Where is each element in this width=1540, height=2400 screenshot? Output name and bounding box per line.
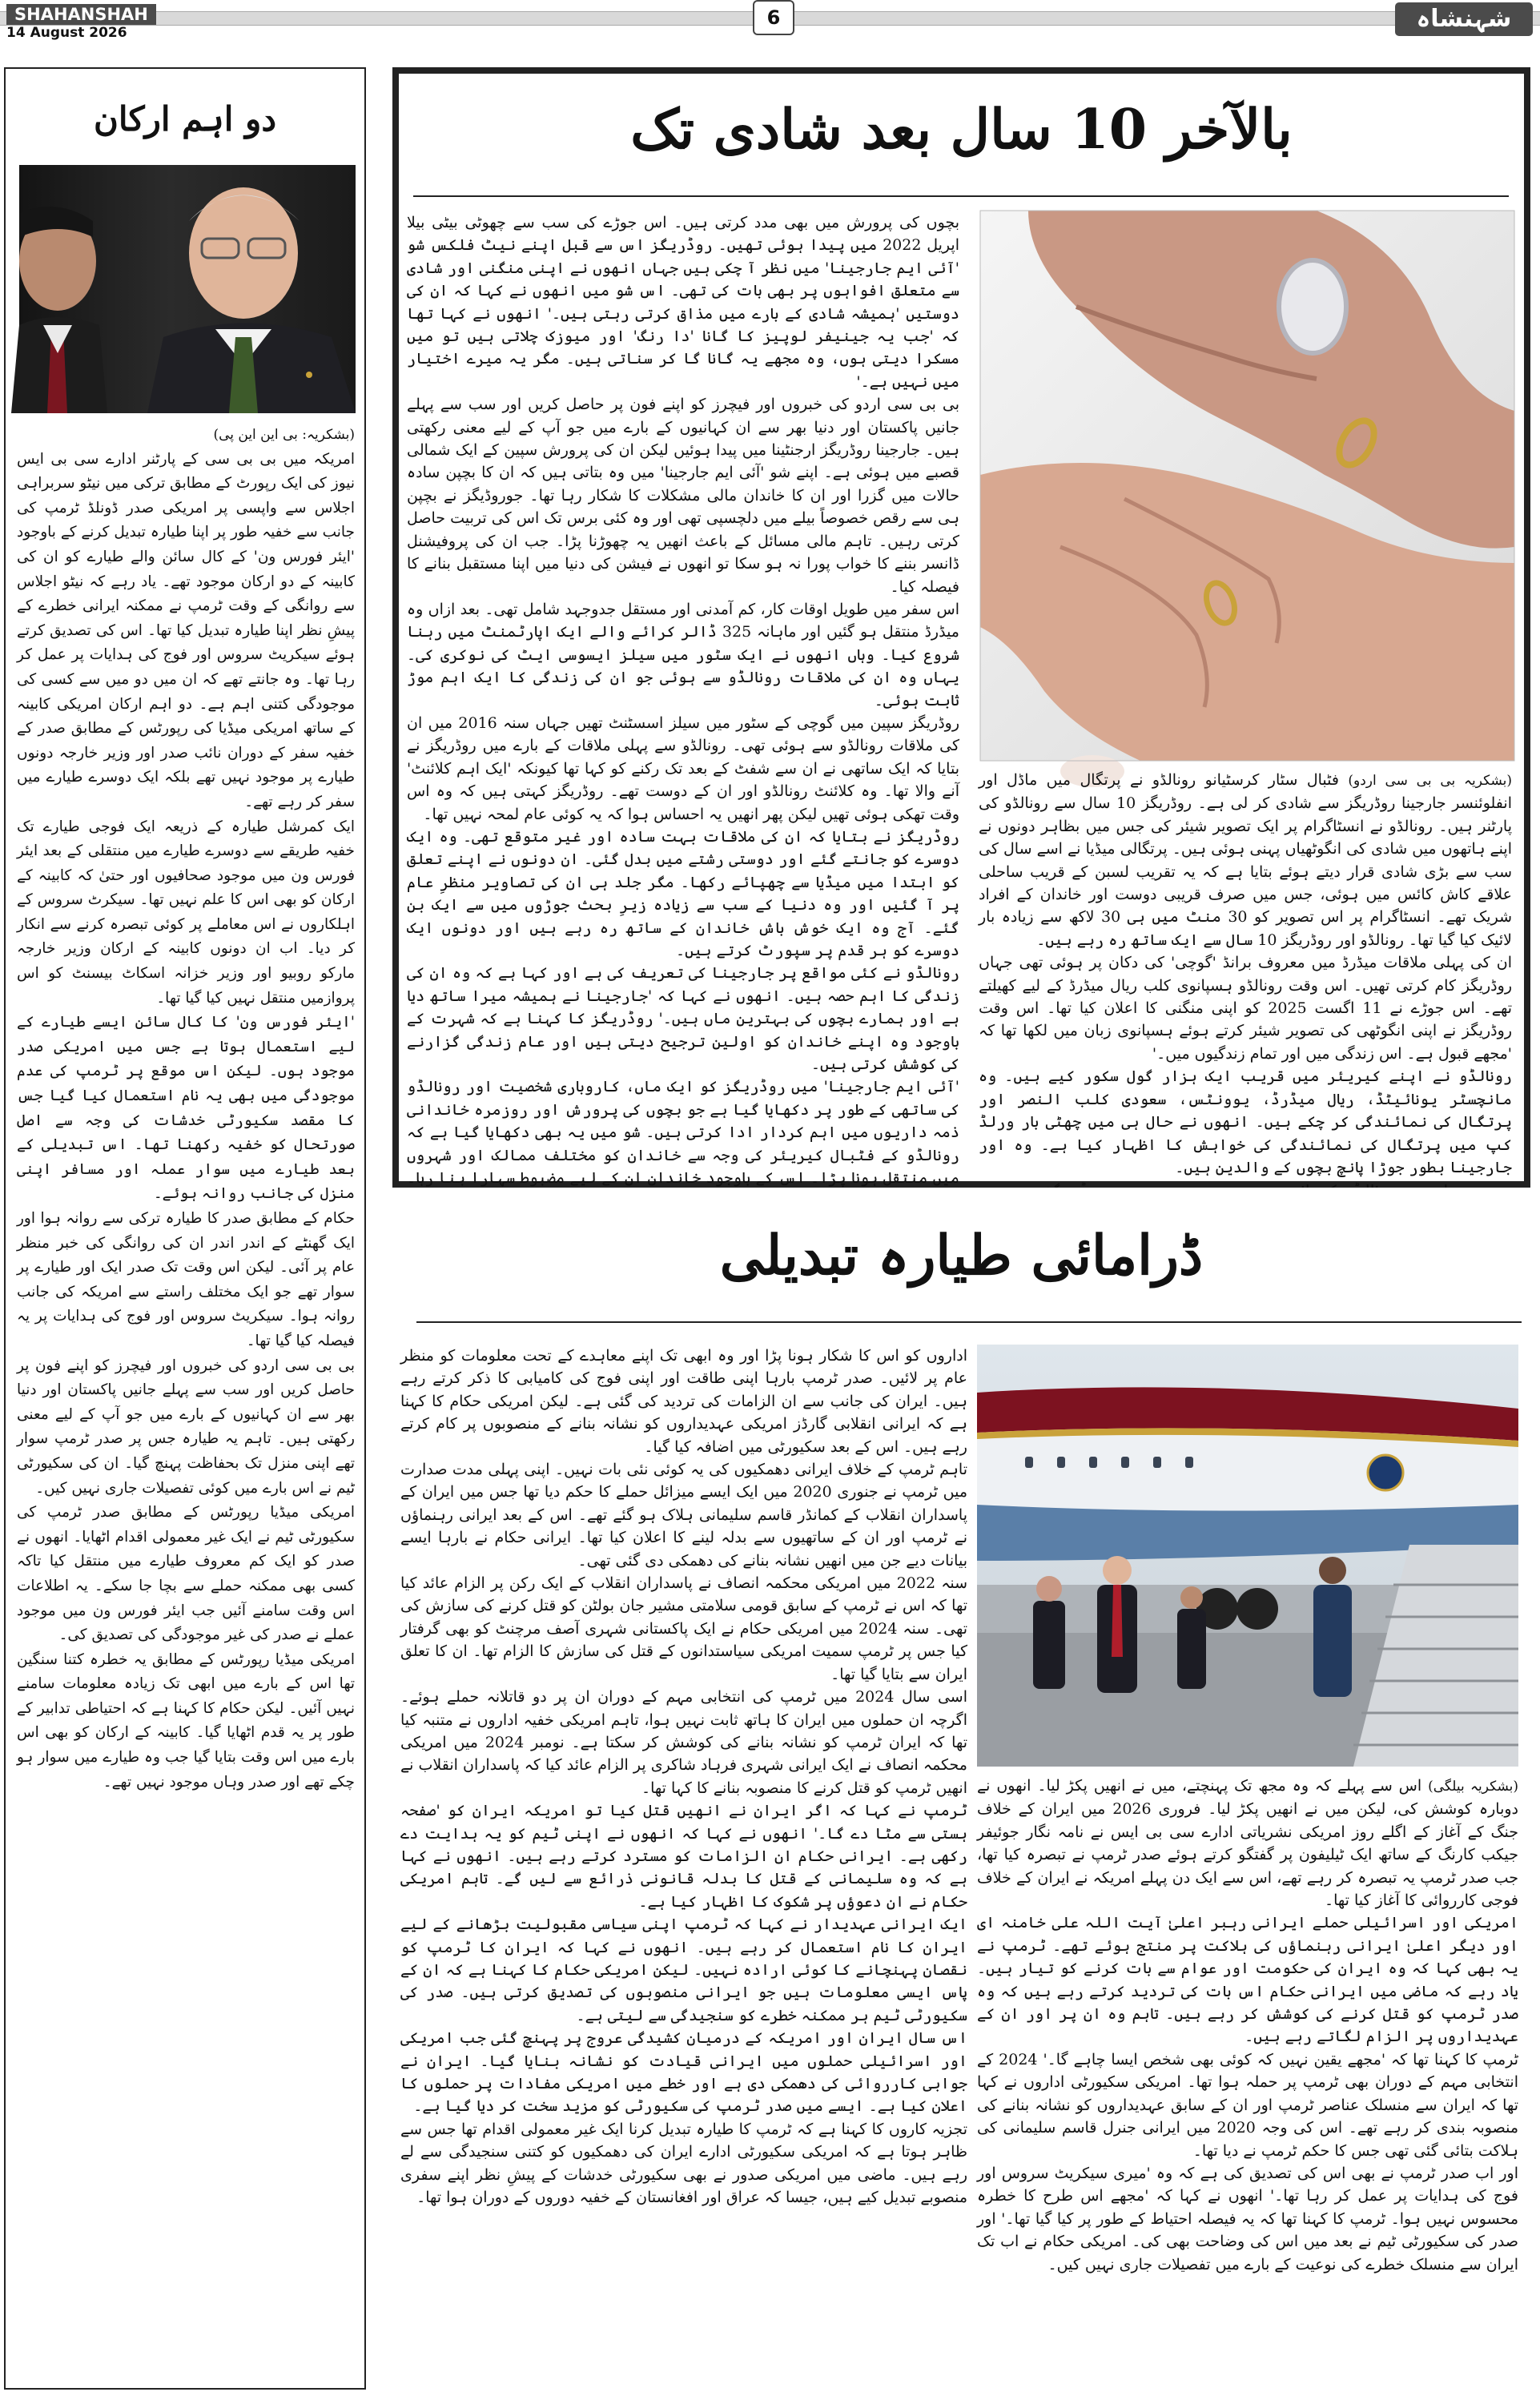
wedding-column-left — [407, 211, 960, 1188]
wedding-column-right — [979, 769, 1512, 1176]
wedding-paragraph: رونالڈو نے اپنے کیریئر میں قریب ایک ہزار گول سکور کیے ہیں۔ وہ مانچسٹر یونائیٹڈ، ریال میڈرڈ، یوونٹس، سعودی کلب النصر اور پرتگال کی نمائندگی کر چکے ہیں۔ انھوں نے حال ہی میں چھٹی بار ورلڈ کپ میں پرتگال کی نمائندگی کی خواہش کا اظہار کیا ہے۔ وہ اور جارجینا بطور جوڑا پانچ بچوں کے والدین ہیں۔ — [979, 1067, 1512, 1176]
wedding-headline: بالآخر 10 سال بعد شادی تک — [630, 98, 1293, 162]
plane-switch-paragraph: اور اب صدر ٹرمپ نے بھی اس کی تصدیق کی ہے کہ وہ 'میری سیکریٹ سروس اور فوج کی ہدایات پر عمل کر رہا تھا۔' انھوں نے کہا کہ 'مجھے اس طرح کا خطرہ محسوس نہیں ہوا۔ ٹرمپ کا کہنا تھا کہ یہ فیصلہ احتیاط کے طور پر کیا گیا تھا۔' اور صدر کی سکیورٹی ٹیم نے بعد میں اس کی وضاحت بھی کی۔ امریکی حکام نے اب تک ایران سے منسلک خطرے کی نوعیت کے بارے میں تفصیلات جاری نہیں کیں۔ — [977, 2164, 1518, 2273]
hands-wedding-ring-photo-icon — [980, 211, 1514, 761]
plane-switch-headline: ڈرامائی طیارہ تبدیلی — [719, 1224, 1204, 1288]
air-force-one-photo — [977, 1345, 1518, 1767]
wedding-paragraph: روڈریگز نے بتایا کہ ان کی ملاقات بہت سادہ اور غیر متوقع تھی۔ وہ ایک دوسرے کو جانتے گئے اور دوستی رشتے میں بدل گئی۔ ان دونوں نے اپنے تعلق کو ابتدا میں میڈیا سے چھپائے رکھا۔ مگر جلد ہی ان کی تصاویر منظرِ عام پر آ گئیں اور وہ دنیا کے سب سے زیادہ زیرِ بحث جوڑوں میں سے ایک بن گئے۔ آج وہ ایک خوش باش خاندان کے ساتھ رہ رہے ہیں اور دونوں ایک دوسرے کو ہر قدم پر سپورٹ کرتے ہیں۔ — [407, 827, 959, 959]
wedding-paragraph: بچوں کی پرورش میں بھی مدد کرتی ہیں۔ اس جوڑے کی سب سے چھوٹی بیٹی بیلا اپریل 2022 میں پیدا ہوئی تھیں۔ روڈریگز اس سے قبل اپنے نیٹ فلکس شو 'آئی ایم جارجینا' میں نظر آ چکی ہیں جہاں انھوں نے اپنی منگنی اور شادی سے متعلق افواہوں پر بھی بات کی تھی۔ اس شو میں انھوں نے کہا کہ ان کی دوستیں 'ہمیشہ شادی کے بارے میں مذاق کرتی رہتی ہیں۔' انھوں نے کہا تھا کہ 'جب یہ جینیفر لوپیز کا گانا 'دا رنگ' اور میوزک چلاتی ہیں تو میں مسکرا دیتی ہوں، وہ مجھے یہ گانا گا کر سناتی ہیں۔ مگر یہ میرے اختیار میں نہیں ہے۔' — [407, 214, 959, 391]
page-number: 6 — [753, 0, 794, 35]
sidebar-paragraph: بی بی سی اردو کی خبروں اور فیچرز کو اپنے فون پر حاصل کریں اور سب سے پہلے جانیں پاکستان اور دنیا بھر سے ان کہانیوں کے بارے میں جو آپ کے لیے معنی رکھتی ہیں۔ تاہم یہ طیارہ جس پر صدر ٹرمپ سوار تھے اپنی منزل تک بحفاظت پہنچ گیا۔ ان کی سکیورٹی ٹیم نے اس بارے میں کوئی تفصیلات جاری نہیں کیں۔ — [17, 1357, 355, 1497]
wedding-paragraph: فٹبال سٹار کرسٹیانو رونالڈو نے پرتگال میں ماڈل اور انفلوئنسر جارجینا روڈریگز سے شادی کر لی ہے۔ روڈریگز 10 سال سے رونالڈو کی پارٹنر ہیں۔ رونالڈو نے انسٹاگرام پر ایک تصویر شیئر کی جس میں بظاہر دونوں نے اپنے ہاتھوں میں شادی کی انگوٹھیاں پہنی ہوئی ہیں۔ پرتگالی میڈیا نے اسے سال کی سب سے بڑی شادی قرار دیتے ہوئے بتایا ہے کہ یہ تقریب لسبن کے قریب ساحلی علاقے کاش کائس میں ہوئی، جس میں صرف قریبی دوست اور خاندان کے افراد شریک تھے۔ انسٹاگرام پر اس تصویر کو 30 منٹ میں ہی 30 لاکھ سے زیادہ بار لائیک کیا گیا تھا۔ رونالڈو اور روڈریگز 10 سال سے ایک ساتھ رہ رہے ہیں۔ — [979, 771, 1512, 949]
plane-switch-paragraph: اداروں کو اس کا شکار ہونا پڑا اور وہ ابھی تک اپنے معاہدے کے تحت معلومات کو منظر عام پر لائیں۔ صدر ٹرمپ بارہا اپنی طاقت اور اپنی فوج کی کامیابی کا ذکر کرتے رہے ہیں۔ ایران کی جانب سے ان الزامات کی تردید کی گئی ہے۔ لیکن امریکی حکام کا کہنا ہے کہ ایرانی انقلابی گارڈز امریکی عہدیداروں کو نشانہ بنانے کے منصوبوں پر کام کرتے رہے ہیں۔ اس کے بعد سکیورٹی میں اضافہ کیا گیا۔ — [400, 1347, 967, 1456]
plane-switch-paragraph: اس سال ایران اور امریکہ کے درمیان کشیدگی عروج پر پہنچ گئی جب امریکی اور اسرائیلی حملوں میں ایرانی قیادت کو نشانہ بنایا گیا۔ ایران نے جوابی کارروائی کی دھمکی دی ہے اور خطے میں امریکی مفادات پر حملوں کا اعلان کیا ہے۔ ایسے میں صدر ٹرمپ کی سکیورٹی کو مزید سخت کر دیا گیا ہے۔ — [400, 2029, 967, 2116]
wedding-paragraph: 'آئی ایم جارجینا' میں روڈریگز کو ایک ماں، کاروباری شخصیت اور رونالڈو کی ساتھی کے طور پر دکھایا گیا ہے جو بچوں کی پرورش اور روزمرہ خاندانی ذمہ داریوں میں اہم کردار ادا کرتی ہیں۔ شو میں یہ بھی دکھایا گیا ہے کہ رونالڈو کے فٹبال کیریئر کی وجہ سے خاندان کو مختلف ممالک اور شہروں میں منتقل ہونا پڑا۔ اس کے باوجود خاندان ان کے لیے مضبوط سہارا بنا رہا۔ — [407, 1078, 959, 1188]
publication-name: SHAHANSHAH — [6, 4, 156, 25]
plane-switch-credit: (بشکریہ بیلگی) — [1428, 1779, 1518, 1795]
masthead-bar — [0, 0, 1540, 40]
plane-switch-paragraph: ایک ایرانی عہدیدار نے کہا کہ ٹرمپ اپنی سیاسی مقبولیت بڑھانے کے لیے ایران کا نام استعمال کر رہے ہیں۔ انھوں نے کہا کہ ایران کا ٹرمپ کو نقصان پہنچانے کا کوئی ارادہ نہیں۔ لیکن امریکی حکام کا کہنا ہے کہ ان کے پاس ایسی معلومات ہیں جو ایرانی منصوبوں کی تصدیق کرتی ہیں۔ صدر کی سکیورٹی ٹیم ہر ممکنہ خطرے کو سنجیدگی سے لیتی ہے۔ — [400, 1916, 967, 2024]
wedding-paragraph: روڈریگز سپین میں گوچی کے سٹور میں سیلز اسسٹنٹ تھیں جہاں سنہ 2016 میں ان کی ملاقات رونالڈو سے ہوئی تھی۔ رونالڈو سے پہلی ملاقات کے بارے میں روڈریگز نے بتایا کہ ایک ساتھی نے ان سے شفٹ کے بعد تک رکنے کو کہا تھا کیونکہ 'ایک اہم کلائنٹ' آنے والا تھا۔ وہ کلائنٹ رونالڈو اور ان کے دوست تھے۔ روڈریگز کہتی ہیں کہ وہ اس وقت تھکی ہوئی تھیں لیکن پھر انھیں یہ احساس ہوا کہ یہ کوئی عام لمحہ نہیں تھا۔ — [407, 714, 960, 823]
portrait-photo-icon — [19, 165, 356, 413]
wedding-credit: (بشکریہ بی بی سی اردو) — [1348, 773, 1512, 789]
sidebar-paragraph: حکام کے مطابق صدر کا طیارہ ترکی سے روانہ ہوا اور ایک گھنٹے کے اندر اندر ان کی روانگی کی خبر منظر عام پر آئی۔ لیکن اس وقت تک صدر ایک اور طیارے پر سوار تھے جو ایک مختلف راستے سے امریکہ کی جانب روانہ ہوا۔ سیکریٹ سروس اور فوج کی ہدایات پر یہ فیصلہ کیا گیا تھا۔ — [17, 1210, 355, 1349]
sidebar-article-body — [6, 413, 364, 1795]
plane-switch-paragraph: امریکی اور اسرائیلی حملے ایرانی رہبر اعلیٰ آیت اللہ علی خامنہ ای اور دیگر اعلیٰ ایرانی رہنماؤں کی ہلاکت پر منتج ہوئے تھے۔ ٹرمپ نے یہ بھی کہا کہ وہ ایران کی حکومت اور عوام سے بات کرنے کو تیار ہیں۔ یاد رہے کہ ماضی میں ایرانی حکام اس بات کی تردید کرتے رہے ہیں کہ وہ صدر ٹرمپ کو قتل کرنے کی کوشش کر رہے ہیں۔ تاہم وہ ان پر اور ان کے عہدیداروں پر الزام لگاتے رہے ہیں۔ — [977, 1914, 1518, 2046]
sidebar-paragraph: 'ایئر فورس ون' کا کال سائن ایسے طیارے کے لیے استعمال ہوتا ہے جس میں امریکی صدر موجود ہوں۔ لیکن اس موقع پر ٹرمپ کی عدم موجودگی میں بھی یہ نام استعمال کیا گیا جس کا مقصد سکیورٹی خدشات کی وجہ سے اصل صورتحال کو خفیہ رکھنا تھا۔ اس تبدیلی کے بعد طیارے میں سوار عملہ اور مسافر اپنی منزل کی جانب روانہ ہوئے۔ — [17, 1014, 355, 1203]
plane-switch-paragraph: اس سے پہلے کہ وہ مجھ تک پہنچتے، میں نے انھیں پکڑ لیا۔ انھوں نے دوبارہ کوشش کی، لیکن میں نے انھیں پکڑ لیا۔ فروری 2026 میں ایران کے خلاف جنگ کے آغاز کے اگلے روز امریکی نشریاتی ادارے سی بی ایس نے نامہ نگار جوئیفر جیکب کارنگ کے ساتھ ایک ٹیلیفون پر گفتگو کرتے ہوئے صدر ٹرمپ نے تبصرہ کیا تھا، جب صدر ٹرمپ یہ تبصرہ کر رہے تھے، اس سے ایک دن پہلے امریکہ نے ایران کے خلاف فوجی کارروائی کا آغاز کیا تھا۔ — [977, 1777, 1518, 1910]
plane-switch-paragraph: تاہم ٹرمپ کے خلاف ایرانی دھمکیوں کی یہ کوئی نئی بات نہیں۔ اپنی پہلی مدت صدارت میں ٹرمپ نے جنوری 2020 میں ایک ایسے میزائل حملے کا حکم دیا تھا جس میں ایران کے پاسداران انقلاب کے کمانڈر قاسم سلیمانی ہلاک ہو گئے تھے۔ اس کے بعد ایرانی رہنماؤں نے ٹرمپ اور ان کے ساتھیوں سے بدلہ لینے کا اعلان کیا تھا۔ ایرانی حکام نے بارہا ایسے بیانات دیے جن میں انھیں نشانہ بنانے کی دھمکی دی گئی تھی۔ — [400, 1461, 967, 1570]
wedding-photo — [980, 211, 1514, 761]
sidebar-paragraph: ایک کمرشل طیارہ کے ذریعہ ایک فوجی طیارے تک خفیہ طریقے سے دوسرے طیارے میں منتقلی کے بعد ایئر فورس ون میں موجود صحافیوں اور حتیٰ کہ کابینہ کے ارکان کو بھی اس کا علم نہیں تھا۔ سیکرٹ سروس کے اہلکاروں نے اس معاملے پر کوئی تبصرہ کرنے سے انکار کر دیا۔ اب ان دونوں کابینہ کے ارکان وزیر خارجہ مارکو روبیو اور وزیر خزانہ اسکاٹ بیسنٹ کو اس پروازمیں منتقل نہیں کیا گیا تھا۔ — [17, 818, 355, 1007]
plane-switch-column-right — [977, 1775, 1518, 2383]
wedding-story — [392, 67, 1530, 1188]
wedding-paragraph: اس سفر میں طویل اوقات کار، کم آمدنی اور مستقل جدوجہد شامل تھی۔ بعد ازاں وہ میڈرڈ منتقل ہو گئیں اور ماہانہ 325 ڈالر کرائے والے ایک اپارٹمنٹ میں رہنا شروع کیا۔ وہاں انھوں نے ایک سٹور میں سیلز ایسوسی ایٹ کی نوکری کی۔ یہاں وہ ان کی ملاقات رونالڈو سے ہوئی جو ان کی زندگی کا ایک اہم موڑ ثابت ہوئی۔ — [407, 600, 959, 710]
plane-switch-paragraph: اسی سال 2024 میں ٹرمپ کی انتخابی مہم کے دوران ان پر دو قاتلانہ حملے ہوئے۔ اگرچہ ان حملوں میں ایران کا ہاتھ ثابت نہیں ہوا، تاہم امریکی خفیہ اداروں نے متنبہ کیا تھا کہ ایران ٹرمپ کو نشانہ بنانے کی کوشش کر سکتا ہے۔ نومبر 2024 میں امریکی محکمہ انصاف نے ایک ایرانی شہری فرہاد شاکری پر الزام عائد کیا کہ پاسداران انقلاب نے انھیں ٹرمپ کو قتل کرنے کا منصوبہ بنانے کا کہا تھا۔ — [400, 1688, 968, 1797]
plane-switch-paragraph: تجزیہ کاروں کا کہنا ہے کہ ٹرمپ کا طیارہ تبدیل کرنا ایک غیر معمولی اقدام تھا جس سے ظاہر ہوتا ہے کہ امریکی سکیورٹی ادارے ایران کی دھمکیوں کو کتنی سنجیدگی سے لے رہے ہیں۔ ماضی میں امریکی صدور نے بھی سکیورٹی خدشات کے پیشِ نظر اپنے سفری منصوبے تبدیل کیے ہیں، جیسا کہ عراق اور افغانستان کے خفیہ دوروں کے دوران ہوا تھا۔ — [400, 2120, 967, 2207]
sidebar-paragraph: امریکی میڈیا رپورٹس کے مطابق یہ خطرہ کتنا سنگین تھا اس کے بارے میں ابھی تک زیادہ معلومات سامنے نہیں آئیں۔ لیکن حکام کا کہنا ہے کہ احتیاطی تدابیر کے طور پر یہ قدم اٹھایا گیا۔ کابینہ کے ارکان کو بھی اس بارے میں اس وقت بتایا گیا جب وہ طیارے میں سوار ہو چکے تھے اور صدر وہاں موجود نہیں تھے۔ — [17, 1650, 355, 1791]
air-force-one-photo-icon — [977, 1345, 1518, 1767]
sidebar-paragraph: امریکہ میں بی بی سی کے پارٹنر ادارے سی بی ایس نیوز کی ایک رپورٹ کے مطابق ترکی میں نیٹو سربراہی اجلاس سے واپسی پر امریکی صدر ڈونلڈ ٹرمپ کی جانب سے خفیہ طور پر اپنا طیارہ تبدیل کرنے کے باوجود 'ایئر فورس ون' کے کال سائن والے طیارے کو ان کی کابینہ کے دو ارکان موجود تھے۔ یاد رہے کہ نیٹو اجلاس سے روانگی کے وقت ٹرمپ نے ممکنہ ایرانی خطرے کے پیشِ نظر اپنا طیارہ تبدیل کیا تھا۔ اس کی تصدیق کرتے ہوئے سیکریٹ سروس اور فوج کی ہدایات پر عمل کر رہا تھا۔ وہ جانتے تھے کہ ان میں دو میں سے کسی کی موجودگی کتنی اہم ہے۔ دو اہم ارکان امریکی کابینہ کے ساتھ امریکی میڈیا کی رپورٹس کے مطابق صدر کے خفیہ سفر کے دوران نائب صدر اور وزیر خارجہ دونوں طیارے پر موجود نہیں تھے بلکہ ایک دوسرے طیارے میں سفر کر رہے تھے۔ — [17, 450, 355, 810]
newspaper-logo: شہنشاہ — [1395, 2, 1533, 36]
plane-switch-story — [392, 1188, 1530, 2393]
sidebar-credit: (بشکریہ: بی این این پی) — [213, 427, 355, 443]
sidebar-headline: دو اہم ارکان — [93, 99, 277, 139]
sidebar-paragraph: امریکی میڈیا رپورٹس کے مطابق صدر ٹرمپ کی سکیورٹی ٹیم نے ایک غیر معمولی اقدام اٹھایا۔ انھوں نے صدر کو ایک کم معروف طیارے میں منتقل کیا تاکہ کسی بھی ممکنہ حملے سے بچا جا سکے۔ یہ اطلاعات اس وقت سامنے آئیں جب ایئر فورس ون میں موجود عملے نے صدر کی غیر موجودگی کی تصدیق کی۔ — [17, 1504, 355, 1644]
sidebar-column — [4, 67, 366, 2390]
plane-switch-paragraph: ٹرمپ کا کہنا تھا کہ 'مجھے یقین نہیں کہ کوئی بھی شخص ایسا چاہے گا۔' 2024 کے انتخابی مہم کے دوران بھی ٹرمپ پر حملہ ہوا تھا۔ امریکی سکیورٹی اداروں نے کہا تھا کہ ایران سے منسلک عناصر ٹرمپ اور ان کے سابق عہدیداروں کو نشانہ بنانے کی منصوبہ بندی کر رہے تھے۔ اس کی وجہ 2020 میں ایرانی جنرل قاسم سلیمانی کی ہلاکت بتائی گئی تھی جس کا حکم ٹرمپ نے دیا تھا۔ — [977, 2050, 1519, 2160]
plane-switch-column-left — [400, 1345, 967, 2386]
plane-switch-paragraph: سنہ 2022 میں امریکی محکمہ انصاف نے پاسداران انقلاب کے ایک رکن پر الزام عائد کیا تھا کہ اس نے ٹرمپ کے سابق قومی سلامتی مشیر جان بولٹن کو قتل کرنے کی سازش کی تھی۔ سنہ 2024 میں امریکی حکام نے ایک پاکستانی شہری آصف مرچنٹ کو بھی گرفتار کیا جس پر ٹرمپ سمیت امریکی سیاستدانوں کے قتل کی سازش کا الزام تھا۔ ان کا تعلق ایران سے بتایا گیا تھا۔ — [400, 1574, 967, 1683]
headline-divider — [413, 195, 1509, 197]
plane-switch-paragraph: ٹرمپ نے کہا کہ اگر ایران نے انھیں قتل کیا تو امریکہ ایران کو 'صفحہ ہستی سے مٹا دے گا۔' انھوں نے کہا کہ انھوں نے اپنی ٹیم کو یہ ہدایت دے رکھی ہے۔ ایرانی حکام ان الزامات کو مسترد کرتے رہے ہیں۔ انھوں نے کہا ہے کہ وہ سلیمانی کے قتل کا بدلہ قانونی ذرائع سے لیں گے۔ تاہم امریکی حکام نے ان دعوؤں پر شکوک کا اظہار کیا ہے۔ — [400, 1802, 967, 1911]
two-officials-photo — [19, 165, 356, 413]
issue-date: 14 August 2026 — [6, 25, 127, 41]
wedding-paragraph: رونالڈو نے کئی مواقع پر جارجینا کی تعریف کی ہے اور کہا ہے کہ وہ ان کی زندگی کا اہم حصہ ہیں۔ انھوں نے کہا کہ 'جارجینا نے ہمیشہ میرا ساتھ دیا ہے اور ہمارے بچوں کی بہترین ماں ہیں۔' روڈریگز کا کہنا ہے کہ شہرت کے باوجود وہ اپنے خاندان کو اولین ترجیح دیتی ہیں اور عام زندگی گزارنے کی کوشش کرتی ہیں۔ — [407, 964, 959, 1074]
headline-divider — [416, 1321, 1522, 1323]
wedding-paragraph: ان کی پہلی ملاقات میڈرڈ میں معروف برانڈ 'گوچی' کی دکان پر ہوئی تھی جہاں روڈریگز کام کرتی تھیں۔ اس وقت رونالڈو ہسپانوی کلب ریال میڈرڈ کے لیے کھیلتے تھے۔ اس جوڑے نے 11 اگست 2025 کو اپنی منگنی کا اعلان کیا تھا۔ اس وقت روڈریگز نے اپنی انگوٹھی کی تصویر شیئر کرتے ہوئے ہسپانوی زبان میں لکھا تھا کہ 'مجھے قبول ہے۔ اس زندگی میں اور تمام زندگیوں میں۔' — [979, 954, 1512, 1063]
wedding-paragraph: بی بی سی اردو کی خبروں اور فیچرز کو اپنے فون پر حاصل کریں اور سب سے پہلے جانیں پاکستان اور دنیا بھر سے ان کہانیوں کے بارے میں جو آپ کے لیے معنی رکھتی ہیں۔ جارجینا روڈریگز ارجنٹینا میں پیدا ہوئیں لیکن ان کی پرورش سپین کے ایک شمالی قصبے میں ہوئی ہے۔ اپنے شو 'آئی ایم جارجینا' میں وہ بتاتی ہیں کہ ان کا بچپن سادہ حالات میں گزرا اور ان کا خاندان مالی مشکلات کا شکار رہا تھا۔ جوروڈیگز نے بچپن ہی سے رقص خصوصاً بیلے میں دلچسپی تھی اور وہ کئی برس تک اس کی تربیت حاصل کرتی رہیں۔ تاہم مالی مسائل کے باعث انھیں یہ چھوڑنا پڑا۔ جب ان کی پروفیشنل ڈانسر بننے کا خواب پورا نہ ہو سکا تو انھوں نے فیشن کی دنیا میں اپنا مستقبل بنانے کا فیصلہ کیا۔ — [407, 396, 959, 596]
